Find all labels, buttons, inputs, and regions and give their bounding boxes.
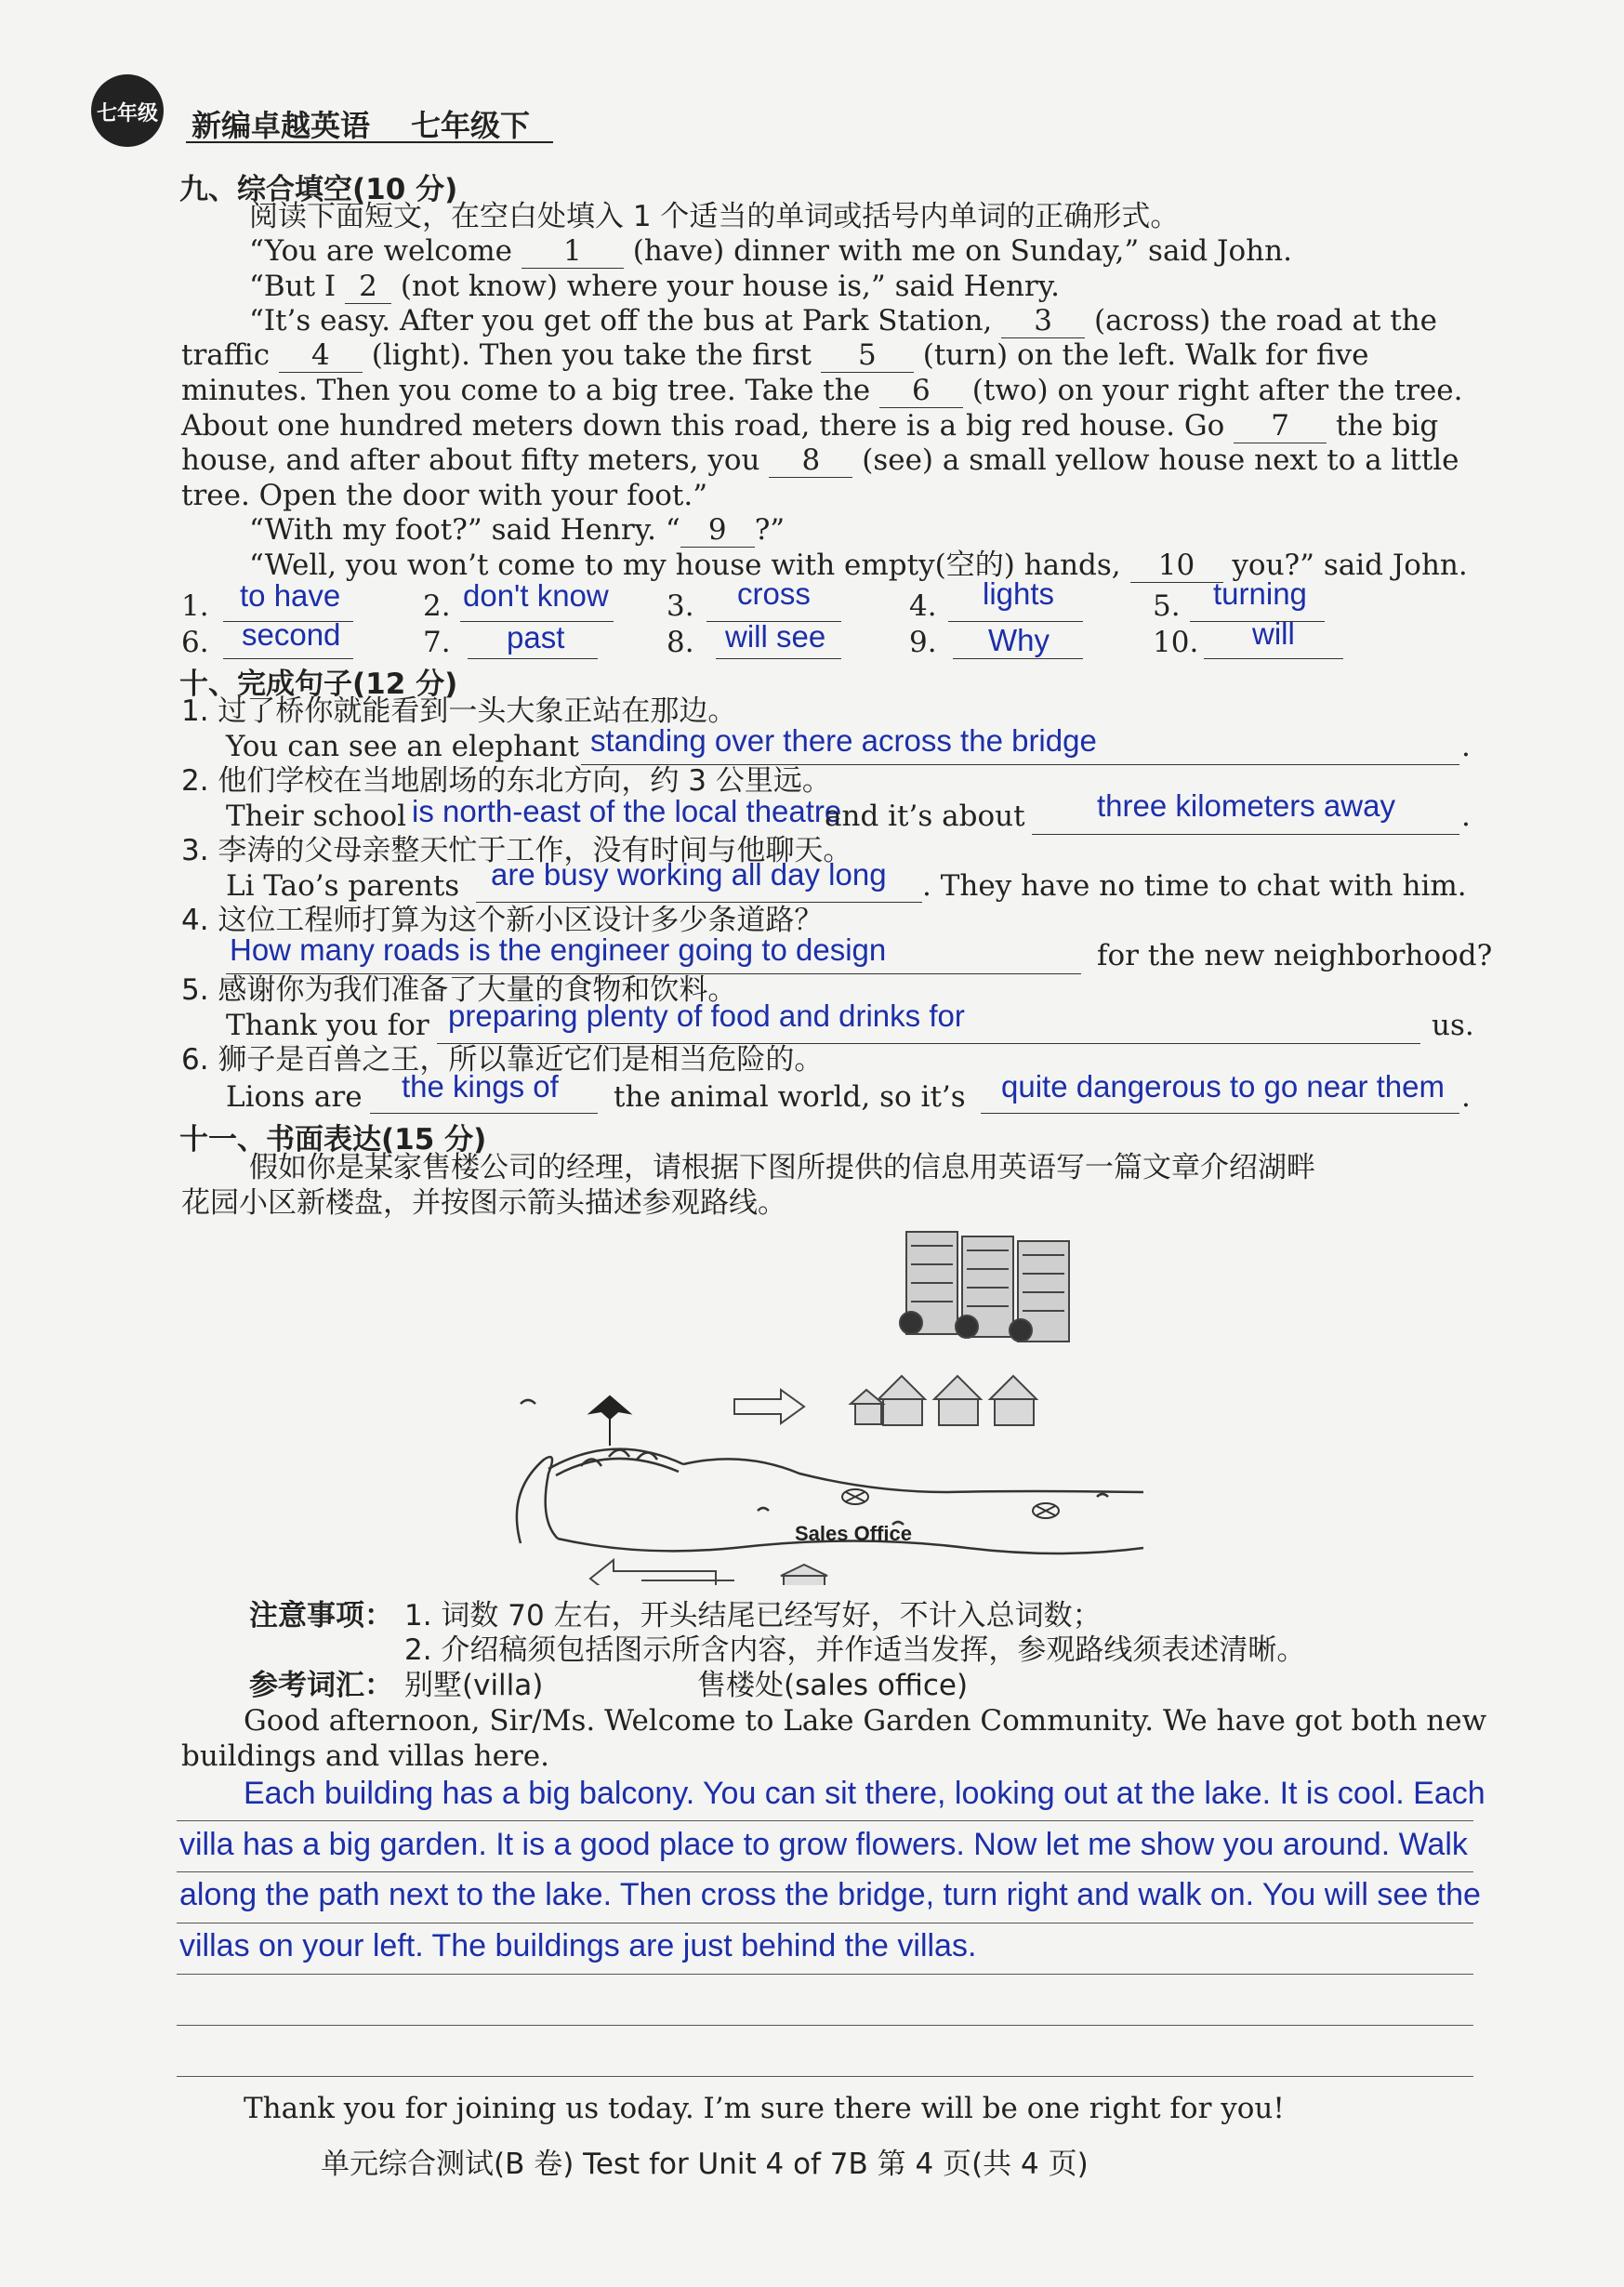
answer-num: 3. bbox=[667, 589, 694, 623]
item-3-pre: Li Tao’s parents bbox=[226, 869, 460, 903]
item-5-cn: 5. 感谢你为我们准备了大量的食物和饮料。 bbox=[181, 973, 737, 1007]
vocab-1: 别墅(villa) bbox=[404, 1669, 544, 1702]
villas-icon bbox=[851, 1376, 1036, 1425]
item-2-mid: and it’s about bbox=[825, 800, 1025, 833]
passage-line-6: About one hundred meters down this road, there is a big red house. Go 7 the big bbox=[181, 409, 1439, 443]
passage-line-3: “It’s easy. After you get off the bus at Park Station, 3 (across) the road at the bbox=[249, 304, 1438, 337]
answer-num: 1. bbox=[181, 589, 209, 623]
section-9-title: 九、综合填空(10 分) bbox=[179, 173, 458, 206]
answer-num: 2. bbox=[423, 589, 451, 623]
answer-text: cross bbox=[737, 576, 811, 611]
essay-opening-1: Good afternoon, Sir/Ms. Welcome to Lake Garden Community. We have got both new bbox=[244, 1704, 1487, 1738]
answer-text: Why bbox=[988, 623, 1050, 657]
answer-text: turning bbox=[1213, 576, 1307, 611]
item-6-answer: the kings of bbox=[402, 1069, 559, 1104]
answer-text: will bbox=[1252, 616, 1295, 651]
answer-num: 8. bbox=[667, 626, 694, 659]
item-6-answer-2: quite dangerous to go near them bbox=[1001, 1069, 1446, 1104]
arrow-left-icon bbox=[590, 1560, 734, 1585]
essay-answer-line-1: Each building has a big balcony. You can sit there, looking out at the lake. It is cool. Each bbox=[244, 1776, 1485, 1811]
item-6-mid: the animal world, so it’s bbox=[614, 1080, 966, 1114]
passage-line-8: tree. Open the door with your foot.” bbox=[181, 479, 708, 512]
item-1-cn: 1. 过了桥你就能看到一头大象正站在那边。 bbox=[181, 694, 737, 728]
answer-text: will see bbox=[725, 619, 826, 654]
section-9-instruction: 阅读下面短文，在空白处填入 1 个适当的单词或括号内单词的正确形式。 bbox=[249, 200, 1180, 233]
item-4-answer: How many roads is the engineer going to design bbox=[230, 932, 887, 967]
item-2-pre: Their school bbox=[226, 800, 407, 833]
item-1-post: . bbox=[1461, 730, 1471, 763]
answer-text: past bbox=[507, 620, 565, 654]
blank-7: 7 bbox=[1234, 409, 1327, 443]
blank-4: 4 bbox=[279, 338, 363, 373]
passage-line-9: “With my foot?” said Henry. “ 9 ?” bbox=[249, 513, 786, 547]
item-6-cn: 6. 狮子是百兽之王，所以靠近它们是相当危险的。 bbox=[181, 1043, 824, 1077]
item-1-answer: standing over there across the bridge bbox=[590, 723, 1097, 758]
item-6-post: . bbox=[1461, 1080, 1471, 1114]
item-5-pre: Thank you for bbox=[226, 1009, 429, 1042]
item-1-pre: You can see an elephant bbox=[226, 730, 579, 763]
answer-num: 7. bbox=[423, 626, 451, 659]
passage-line-4: traffic 4 (light). Then you take the first 5 (turn) on the left. Walk for five bbox=[181, 338, 1369, 372]
writing-prompt-1: 假如你是某家售楼公司的经理，请根据下图所提供的信息用英语写一篇文章介绍湖畔 bbox=[249, 1151, 1315, 1184]
note-2: 2. 介绍稿须包括图示所含内容，并作适当发挥，参观路线须表述清晰。 bbox=[404, 1633, 1306, 1667]
sales-office-icon bbox=[781, 1565, 827, 1585]
item-2-answer-2: three kilometers away bbox=[1097, 788, 1395, 823]
passage-line-5: minutes. Then you come to a big tree. Take the 6 (two) on your right after the tree. bbox=[181, 374, 1463, 407]
answer-num: 10. bbox=[1153, 626, 1199, 659]
answer-num: 4. bbox=[909, 589, 937, 623]
tree-icon bbox=[590, 1396, 629, 1446]
blank-1: 1 bbox=[522, 234, 624, 269]
passage-line-2: “But I 2 (not know) where your house is,” said Henry. bbox=[249, 270, 1060, 303]
answer-text: don't know bbox=[463, 578, 609, 613]
answer-text: second bbox=[242, 617, 341, 652]
passage-line-7: house, and after about fifty meters, you 8 (see) a small yellow house next to a little bbox=[181, 443, 1459, 477]
item-4-post: for the new neighborhood? bbox=[1097, 939, 1493, 972]
section-10-title: 十、完成句子(12 分) bbox=[179, 668, 458, 701]
answer-num: 9. bbox=[909, 626, 937, 659]
page-footer: 单元综合测试(B 卷) Test for Unit 4 of 7B 第 4 页(共 4 页) bbox=[321, 2148, 1089, 2181]
bridge-icon bbox=[548, 1449, 683, 1475]
map-label-sales-office: Sales Office bbox=[795, 1522, 912, 1545]
header-rule bbox=[186, 141, 553, 143]
writing-prompt-2: 花园小区新楼盘，并按图示箭头描述参观路线。 bbox=[181, 1186, 786, 1220]
essay-opening-2: buildings and villas here. bbox=[181, 1739, 549, 1773]
passage-line-10: “Well, you won’t come to my house with empty(空的) hands, 10 you?” said John. bbox=[249, 549, 1468, 582]
essay-closing: Thank you for joining us today. I’m sure there will be one right for you! bbox=[244, 2092, 1285, 2125]
blank-10: 10 bbox=[1130, 549, 1223, 583]
item-3-cn: 3. 李涛的父母亲整天忙于工作，没有时间与他聊天。 bbox=[181, 834, 852, 867]
item-5-answer: preparing plenty of food and drinks for bbox=[448, 998, 965, 1033]
item-2-answer: is north-east of the local theatre bbox=[412, 794, 842, 828]
passage-line-1: “You are welcome 1 (have) dinner with me on Sunday,” said John. bbox=[249, 234, 1292, 268]
item-2-cn: 2. 他们学校在当地剧场的东北方向，约 3 公里远。 bbox=[181, 764, 831, 798]
grade-badge-text: 七年级 bbox=[97, 102, 159, 126]
answer-num: 5. bbox=[1153, 589, 1181, 623]
arrow-right-icon bbox=[734, 1390, 804, 1423]
essay-answer-line-4: villas on your left. The buildings are just behind the villas. bbox=[179, 1928, 977, 1963]
vocab-2: 售楼处(sales office) bbox=[697, 1669, 969, 1702]
essay-answer-line-3: along the path next to the lake. Then cross the bridge, turn right and walk on. You will see the bbox=[179, 1877, 1481, 1912]
vocab-label: 参考词汇： bbox=[249, 1669, 393, 1702]
blank-9: 9 bbox=[680, 513, 755, 548]
item-3-post: . They have no time to chat with him. bbox=[922, 869, 1467, 903]
apartment-buildings-icon bbox=[900, 1232, 1069, 1342]
blank-2: 2 bbox=[345, 270, 391, 304]
blank-3: 3 bbox=[1001, 304, 1085, 338]
blank-8: 8 bbox=[769, 443, 852, 478]
answer-text: to have bbox=[240, 578, 341, 613]
blank-5: 5 bbox=[821, 338, 914, 373]
essay-answer-line-2: villa has a big garden. It is a good place to grow flowers. Now let me show you around. Walk bbox=[179, 1827, 1468, 1862]
item-4-cn: 4. 这位工程师打算为这个新小区设计多少条道路？ bbox=[181, 904, 824, 937]
item-2-post: . bbox=[1461, 800, 1471, 833]
boats-icon bbox=[842, 1489, 1059, 1518]
book-grade: 七年级下 bbox=[411, 108, 531, 143]
item-6-pre: Lions are bbox=[226, 1080, 363, 1114]
blank-6: 6 bbox=[879, 374, 963, 408]
notes-label: 注意事项： bbox=[249, 1599, 393, 1633]
section-11-title: 十一、书面表达(15 分) bbox=[179, 1123, 487, 1157]
note-1: 1. 词数 70 左右，开头结尾已经写好，不计入总词数； bbox=[404, 1599, 1102, 1633]
answer-num: 6. bbox=[181, 626, 209, 659]
book-title: 新编卓越英语 bbox=[191, 108, 371, 143]
answer-text: lights bbox=[983, 576, 1055, 611]
item-3-answer: are busy working all day long bbox=[491, 857, 887, 892]
item-5-post: us. bbox=[1432, 1009, 1474, 1042]
